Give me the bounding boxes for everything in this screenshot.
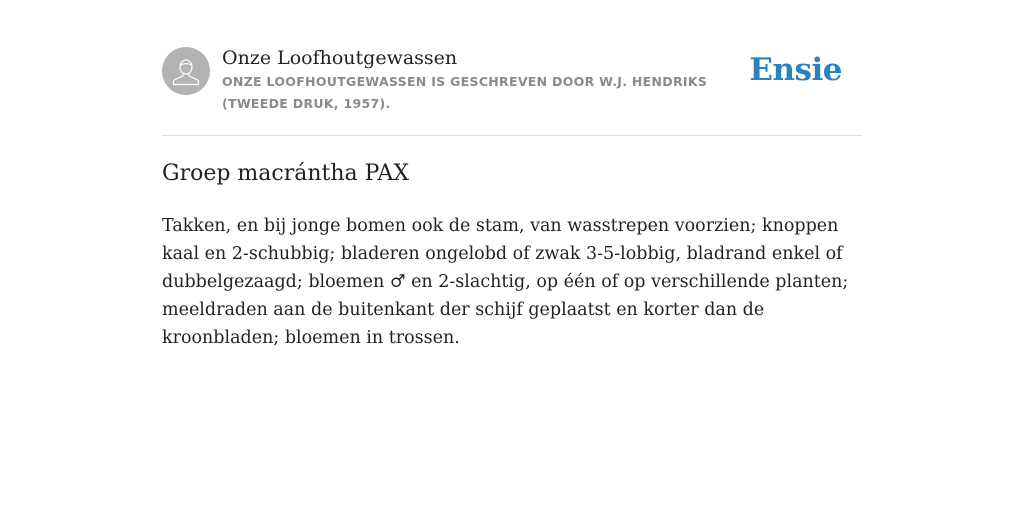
entry-body: Takken, en bij jonge bomen ook de stam, van wasstrepen voorzien; knoppen kaal en 2-schubbig; bladeren ongelobd of zwak 3-5-lobbig, bladrand enkel of dubbelgezaagd; bloemen ♂ en 2-slachtig, op één of op verschillende planten; meeldraden aan de buitenkant der schijf geplaatst en korter dan de kroonbladen; bloemen in trossen. bbox=[162, 216, 849, 348]
source-info bbox=[222, 46, 752, 115]
ensie-logo[interactable]: Ensie bbox=[749, 52, 842, 88]
person-outline-icon bbox=[162, 47, 210, 95]
source-title[interactable]: Onze Loofhoutgewassen bbox=[222, 47, 458, 69]
entry-heading: Groep macrántha PAX bbox=[162, 161, 409, 186]
page bbox=[162, 0, 862, 512]
source-header bbox=[162, 46, 862, 116]
header-divider bbox=[162, 135, 862, 136]
user-avatar-icon bbox=[162, 47, 210, 95]
source-description: ONZE LOOFHOUTGEWASSEN IS GESCHREVEN DOOR W.J. HENDRIKS (TWEEDE DRUK, 1957). bbox=[222, 74, 708, 111]
